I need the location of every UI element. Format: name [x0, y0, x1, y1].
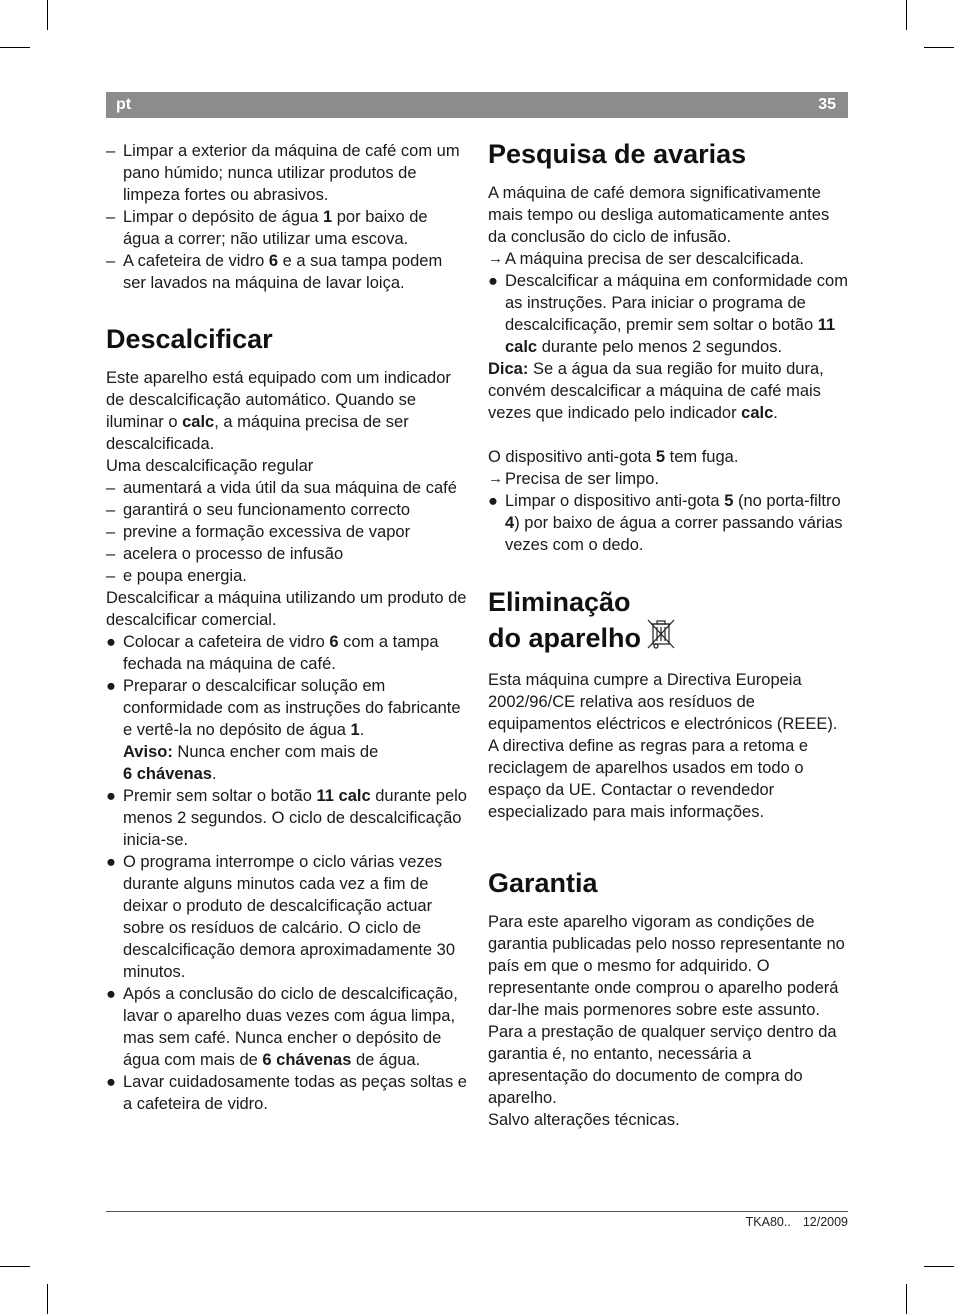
- bullet-item: ● Limpar o dispositivo anti-gota 5 (no porta-filtro 4) por baixo de água a correr passando várias vezes com o dedo.: [488, 492, 843, 554]
- paragraph: O dispositivo anti-gota 5 tem fuga.: [488, 448, 739, 466]
- bullet-item: ● O programa interrompe o ciclo várias vezes durante alguns minutos cada vez a fim de deixar o produto de descalcificação actuar sobre os resíduos de calcário. O ciclo de descalcificação demora aproximadamente 30 minutos.: [106, 853, 456, 981]
- crop-mark: [0, 1266, 30, 1267]
- paragraph: Para este aparelho vigoram as condições de garantia publicadas pelo nosso representante no país em que o mesmo for adquirido. O representante onde comprou o aparelho poderá dar-lhe mais pormenores sobre este assunto. Para a prestação de qualquer serviço dentro da garantia é, no entanto, necessária a apresentação do documento de compra do aparelho.: [488, 913, 845, 1107]
- list-item: – e poupa energia.: [106, 567, 247, 585]
- crop-mark: [906, 1284, 907, 1314]
- section-title-descalcificar: Descalcificar: [106, 324, 273, 354]
- model-number: TKA80..: [745, 1215, 791, 1229]
- bullet-item: ● Premir sem soltar o botão 11 calc durante pelo menos 2 segundos. O ciclo de descalcificação inicia-se.: [106, 787, 467, 849]
- crossed-out-wheelie-bin-icon: [645, 617, 677, 657]
- paragraph: Esta máquina cumpre a Directiva Europeia 2002/96/CE relativa aos resíduos de equipamentos eléctricos e electrónicos (REEE). A directiva define as regras para a retoma e reciclagem de aparelhos usados em todo o espaço da UE. Contactar o revendedor especializado para mais informações.: [488, 671, 838, 821]
- list-item: – Limpar a exterior da máquina de café com um pano húmido; nunca utilizar produtos de limpeza fortes ou abrasivos.: [106, 142, 460, 204]
- list-item: – acelera o processo de infusão: [106, 545, 344, 563]
- list-item: – Limpar o depósito de água 1 por baixo de água a correr; não utilizar uma escova.: [106, 208, 428, 248]
- crop-mark: [47, 0, 48, 30]
- list-item: – A cafeteira de vidro 6 e a sua tampa podem ser lavados na máquina de lavar loiça.: [106, 252, 443, 292]
- tip-paragraph: Dica: Se a água da sua região for muito dura, convém descalcificar a máquina de café mais vezes que indicado pelo indicador calc.: [488, 360, 824, 422]
- paragraph: A máquina de café demora significativamente mais tempo ou desliga automaticamente antes da conclusão do ciclo de infusão.: [488, 184, 830, 246]
- paragraph: Este aparelho está equipado com um indicador de descalcificação automático. Quando se iluminar o calc, a máquina precisa de ser descalcificada.: [106, 369, 451, 453]
- bullet-item: ● Colocar a cafeteira de vidro 6 com a tampa fechada na máquina de café.: [106, 633, 439, 673]
- list-item: – garantirá o seu funcionamento correcto: [106, 501, 411, 519]
- crop-mark: [47, 1284, 48, 1314]
- bullet-item: ● Descalcificar a máquina em conformidade com as instruções. Para iniciar o programa de descalcificação, premir sem soltar o botão 11 calc durante pelo menos 2 segundos.: [488, 272, 848, 356]
- page-number: 35: [818, 96, 836, 113]
- list-item: – aumentará a vida útil da sua máquina de café: [106, 479, 457, 497]
- left-column: [106, 140, 468, 1115]
- crop-mark: [0, 47, 30, 48]
- section-title-garantia: Garantia: [488, 868, 598, 898]
- arrow-item: → Precisa de ser limpo.: [488, 470, 660, 488]
- list-item: – previne a formação excessiva de vapor: [106, 523, 411, 541]
- footer-divider: [106, 1211, 848, 1212]
- paragraph: Descalcificar a máquina utilizando um produto de descalcificar comercial.: [106, 589, 467, 629]
- crop-mark: [924, 1266, 954, 1267]
- arrow-item: → A máquina precisa de ser descalcificada.: [488, 250, 804, 268]
- print-date: 12/2009: [802, 1215, 848, 1229]
- bullet-item: ● Preparar o descalcificar solução em conformidade com as instruções do fabricante e vertê-la no depósito de água 1. Aviso: Nunca encher com mais de 6 chávenas.: [106, 677, 461, 783]
- paragraph: Uma descalcificação regular: [106, 457, 314, 475]
- crop-mark: [924, 47, 954, 48]
- bullet-item: ● Lavar cuidadosamente todas as peças soltas e a cafeteira de vidro.: [106, 1073, 467, 1113]
- right-column: [488, 140, 850, 1131]
- section-title-eliminacao: Eliminação do aparelho: [488, 588, 850, 657]
- crop-mark: [906, 0, 907, 30]
- page-header: [106, 92, 848, 118]
- section-title-pesquisa: Pesquisa de avarias: [488, 139, 747, 169]
- item-text: Limpar a exterior da máquina de café com um pano húmido; nunca utilizar produtos de limpeza fortes ou abrasivos.: [123, 142, 460, 204]
- paragraph: Salvo alterações técnicas.: [488, 1111, 680, 1129]
- language-code: pt: [116, 96, 132, 113]
- bullet-item: ● Após a conclusão do ciclo de descalcificação, lavar o aparelho duas vezes com água limpa, mas sem café. Nunca encher o depósito de água com mais de 6 chávenas de água.: [106, 985, 458, 1069]
- page-footer: [746, 1215, 848, 1229]
